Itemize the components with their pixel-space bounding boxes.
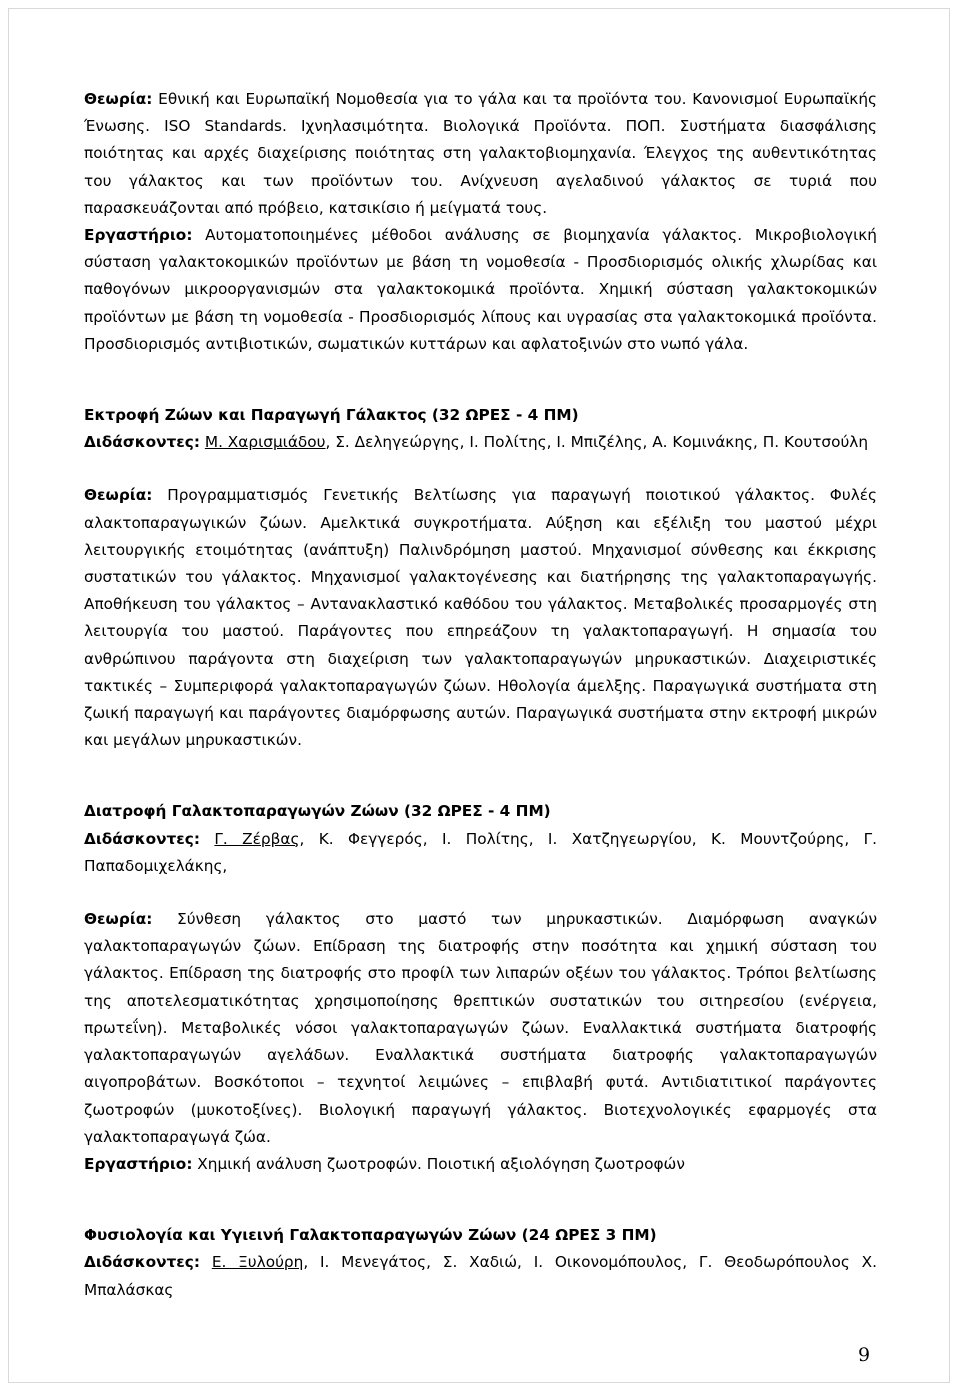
course2-theory-paragraph (84, 906, 877, 1151)
teachers-rest: , Ι. Μενεγάτος, Σ. Χαδιώ, Ι. Οικονομόπουλος, Γ. Θεοδωρόπουλος Χ. Μπαλάσκας (84, 1253, 877, 1299)
course1-theory-paragraph (84, 482, 877, 754)
theory-text: Σύνθεση γάλακτος στο μαστό των μηρυκαστικών. Διαμόρφωση αναγκών γαλακτοπαραγωγών ζώων. Επίδραση της διατροφής στην ποσότητα και χημική σύσταση του γάλακτος. Επίδραση της διατροφής στο προφίλ των λιπαρών οξέων του γάλακτος. Τρόποι βελτίωσης της αποτελεσματικότητας χρησιμοποίησης θρεπτικών συστατικών του σιτηρεσίου (ενέργεια, πρωτεΐνη). Μεταβολικές νόσοι γαλακτοπαραγωγών ζώων. Εναλλακτικά συστήματα διατροφής γαλακτοπαραγωγών αγελάδων. Εναλλακτικά συστήματα διατροφής γαλακτοπαραγωγών αιγοπροβάτων. Βοσκότοποι – τεχνητοί λειμώνες – επιβλαβή φυτά. Αντιδιατιτικοί παράγοντες ζωοτροφών (μυκοτοξίνες). Βιολογική παραγωγή γάλακτος. Βιοτεχνολογικές εφαρμογές στα γαλακτοπαραγωγά ζώα. (84, 910, 877, 1146)
theory-label: Θεωρία: (84, 486, 153, 505)
course-title: Διατροφή Γαλακτοπαραγωγών Ζώων (32 ΩΡΕΣ - 4 ΠΜ) (84, 802, 551, 821)
teachers-lead: Γ. Ζέρβας (214, 829, 300, 848)
theory-label: Θεωρία: (84, 90, 153, 108)
teachers-rest: , Κ. Φεγγερός, Ι. Πολίτης, Ι. Χατζηγεωργίου, Κ. Μουντζούρης, Γ. Παπαδομιχελάκης, (84, 829, 877, 875)
lab-label: Εργαστήριο: (84, 226, 193, 245)
course-title: Εκτροφή Ζώων και Παραγωγή Γάλακτος (32 ΩΡΕΣ - 4 ΠΜ) (84, 406, 579, 425)
course-title: Φυσιολογία και Υγιεινή Γαλακτοπαραγωγών Ζώων (24 ΩΡΕΣ 3 ΠΜ) (84, 1226, 657, 1245)
teachers-lead: Μ. Χαρισμιάδου (204, 433, 326, 452)
page-number: 9 (858, 1344, 871, 1366)
teachers-line (84, 429, 877, 456)
lab-text: Χημική ανάλυση ζωοτροφών. Ποιοτική αξιολόγηση ζωοτροφών (192, 1154, 685, 1173)
teachers-line (84, 1249, 877, 1303)
intro-theory-paragraph (84, 86, 877, 222)
teachers-label: Διδάσκοντες: (84, 1253, 200, 1272)
teachers-rest: , Σ. Δεληγεώργης, Ι. Πολίτης, Ι. Μπιζέλης, Α. Κομινάκης, Π. Κουτσούλη (325, 433, 869, 452)
teachers-label: Διδάσκοντες: (84, 829, 200, 848)
intro-lab-paragraph (84, 222, 877, 358)
teachers-lead: Ε. Ξυλούρη (211, 1253, 304, 1272)
lab-label: Εργαστήριο: (84, 1154, 193, 1173)
teachers-label: Διδάσκοντες: (84, 433, 200, 452)
lab-text: Αυτοματοποιημένες μέθοδοι ανάλυσης σε βιομηχανία γάλακτος. Μικροβιολογική σύσταση γαλακτοκομικών προϊόντων με βάση τη νομοθεσία - Προσδιορισμός ολικής χλωρίδας και παθογόνων μικροοργανισμών στα γαλακτοκομικά προϊόντα. Χημική σύσταση γαλακτοκομικών προϊόντων με βάση τη νομοθεσία - Προσδιορισμός λίπους και υγρασίας στα γαλακτοκομικά προϊόντα. Προσδιορισμός αντιβιοτικών, σωματικών κυττάρων και αφλατοξινών στο νωπό γάλα. (84, 226, 877, 353)
teachers-line (84, 826, 877, 880)
theory-label: Θεωρία: (84, 910, 153, 929)
document-body (84, 86, 877, 1304)
theory-text: Προγραμματισμός Γενετικής Βελτίωσης για παραγωγή ποιοτικού γάλακτος. Φυλές αλακτοπαραγωγικών ζώων. Αμελκτικά συγκροτήματα. Αύξηση και εξέλιξη του μαστού μέχρι λειτουργικής ετοιμότητας (ανάπτυξη) Παλινδρόμηση μαστού. Μηχανισμοί σύνθεσης και έκκρισης συστατικών του γάλακτος. Μηχανισμοί γαλακτογένεσης και διατήρησης της γαλακτοπαραγωγής. Αποθήκευση του γάλακτος – Αντανακλαστικό καθόδου του γάλακτος. Μεταβολικές προσαρμογές στη λειτουργία του μαστού. Παράγοντες που επηρεάζουν τη γαλακτοπαραγωγή. Η σημασία του ανθρώπινου παράγοντα στη διαχείριση των γαλακτοπαραγωγών μηρυκαστικών. Διαχειριστικές τακτικές – Συμπεριφορά γαλακτοπαραγωγών ζώων. Ηθολογία άμελξης. Παραγωγικά συστήματα στη ζωική παραγωγή και παράγοντες διαμόρφωσης αυτών. Παραγωγικά συστήματα στην εκτροφή μικρών και μεγάλων μηρυκαστικών. (84, 486, 877, 750)
course2-lab-paragraph (84, 1151, 877, 1178)
theory-text: Εθνική και Ευρωπαϊκή Νομοθεσία για το γάλα και τα προϊόντα του. Κανονισμοί Ευρωπαϊκής Ένωσης. ISO Standards. Ιχνηλασιμότητα. Βιολογικά Προϊόντα. ΠΟΠ. Συστήματα διασφάλισης ποιότητας και αρχές διαχείρισης ποιότητας στη γαλακτοβιομηχανία. Έλεγχος της αυθεντικότητας του γάλακτος και των προϊόντων του. Ανίχνευση αγελαδινού γάλακτος σε τυριά που παρασκευάζονται από πρόβειο, κατσικίσιο ή μείγματά τους. (84, 90, 877, 217)
